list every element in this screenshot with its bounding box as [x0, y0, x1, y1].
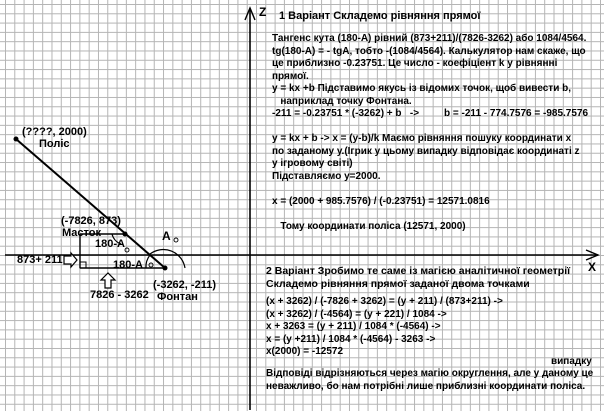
- variant1-line: [272, 121, 588, 134]
- variant1-line: x = (2000 + 985.7576) / (-0.23751) = 12571.0816: [272, 195, 490, 207]
- variant1-line: [272, 183, 588, 196]
- polis-fontan-line: [16, 139, 165, 268]
- variant1-line: у ігровому світі): [272, 158, 353, 169]
- variant1-line: [272, 208, 588, 221]
- variant1-title: 1 Варіант Складемо рівняння прямої: [279, 10, 481, 22]
- variant2-note: [266, 368, 596, 393]
- variant2-line: (x + 3262) / (-7826 + 3262) = (y + 211) / (873+211) ->: [266, 296, 503, 307]
- fontan-name: Фонтан: [157, 291, 198, 303]
- width-label: 7826 - 3262: [90, 289, 149, 301]
- variant1-line: y = kx + b -> x = (y-b)/k Маємо рівняння пошуку координати х: [272, 133, 572, 144]
- angle-180a-lower-label: 180-A: [113, 259, 143, 271]
- variant1-line: по заданому у.(Ігрик у цьому випадку відповідає координаті z: [272, 145, 580, 157]
- polis-point: [14, 137, 19, 142]
- variant2-line: x + 3263 = (y + 211) / 1084 * (-4564) ->: [266, 321, 441, 332]
- width-arrow: [101, 273, 115, 288]
- polis-coords: (????, 2000): [22, 126, 87, 138]
- variant1-line: наприклад точку Фонтана.: [272, 95, 412, 107]
- variant1-line: це приблизно -0.23751. Це число - коефіціент k у рівнянні: [272, 58, 558, 69]
- x-axis-label: X: [588, 260, 597, 274]
- variant2-note-word: випадку: [551, 356, 592, 367]
- variant2-line: (x + 3262) / (-4564) = (y + 221) / 1084 ->: [266, 308, 447, 320]
- variant2-line: x(2000) = -12572: [266, 346, 344, 357]
- variant1-line: tg(180-A) = - tgA, тобто -(1084/4564). Калькулятор нам скаже, що: [272, 45, 586, 57]
- angle-marker-upper: [125, 248, 129, 252]
- variant2-subtitle: Складемо рівняння прямої заданої двома точками: [266, 278, 530, 290]
- fontan-coords: (-3262, -211): [153, 279, 216, 291]
- variant1-line: Тому координати поліса (12571, 2000): [272, 220, 466, 232]
- angle-a-label: A: [162, 229, 171, 243]
- right-angle-mark: [80, 262, 86, 268]
- variant1-line: -211 = -0.23751 * (-3262) + b -> b = -211 - 774.7576 = -985.7576: [272, 108, 589, 119]
- variant1-line: Підставляємо у=2000.: [272, 170, 381, 182]
- polis-name: Поліс: [39, 138, 70, 150]
- z-axis-label: Z: [259, 5, 267, 19]
- variant1-line: прямої.: [272, 70, 309, 82]
- variant1-line: y = kx +b Підставимо якусь із відомих точок, щоб вивести b,: [272, 83, 572, 94]
- variant1-line: Тангенс кута (180-А) рівний (873+211)/(7826-3262) або 1084/4564.: [272, 33, 587, 44]
- variant2-body: [266, 296, 503, 359]
- height-label: 873+ 211: [17, 254, 63, 266]
- variant2-line: x = (y +211) / 1084 * (-4564) - 3263 ->: [266, 333, 436, 345]
- variant2-note-text: Відповіді відрізняються через магію округлення, але у даному це неважливо, бо нам потрібні лише приблизні координати поліса.: [266, 368, 594, 392]
- variant2-title: 2 Варіант Зробимо те саме із магією аналітичної геометрії: [266, 265, 571, 277]
- mastok-name: Масток: [62, 227, 101, 239]
- angle-marker-a: [174, 238, 178, 242]
- variant1-body: [272, 33, 588, 233]
- angle-180a-upper-label: 180-A: [95, 238, 125, 250]
- angle-marker-lower: [149, 263, 153, 267]
- mastok-coords: (-7826, 873): [61, 215, 121, 227]
